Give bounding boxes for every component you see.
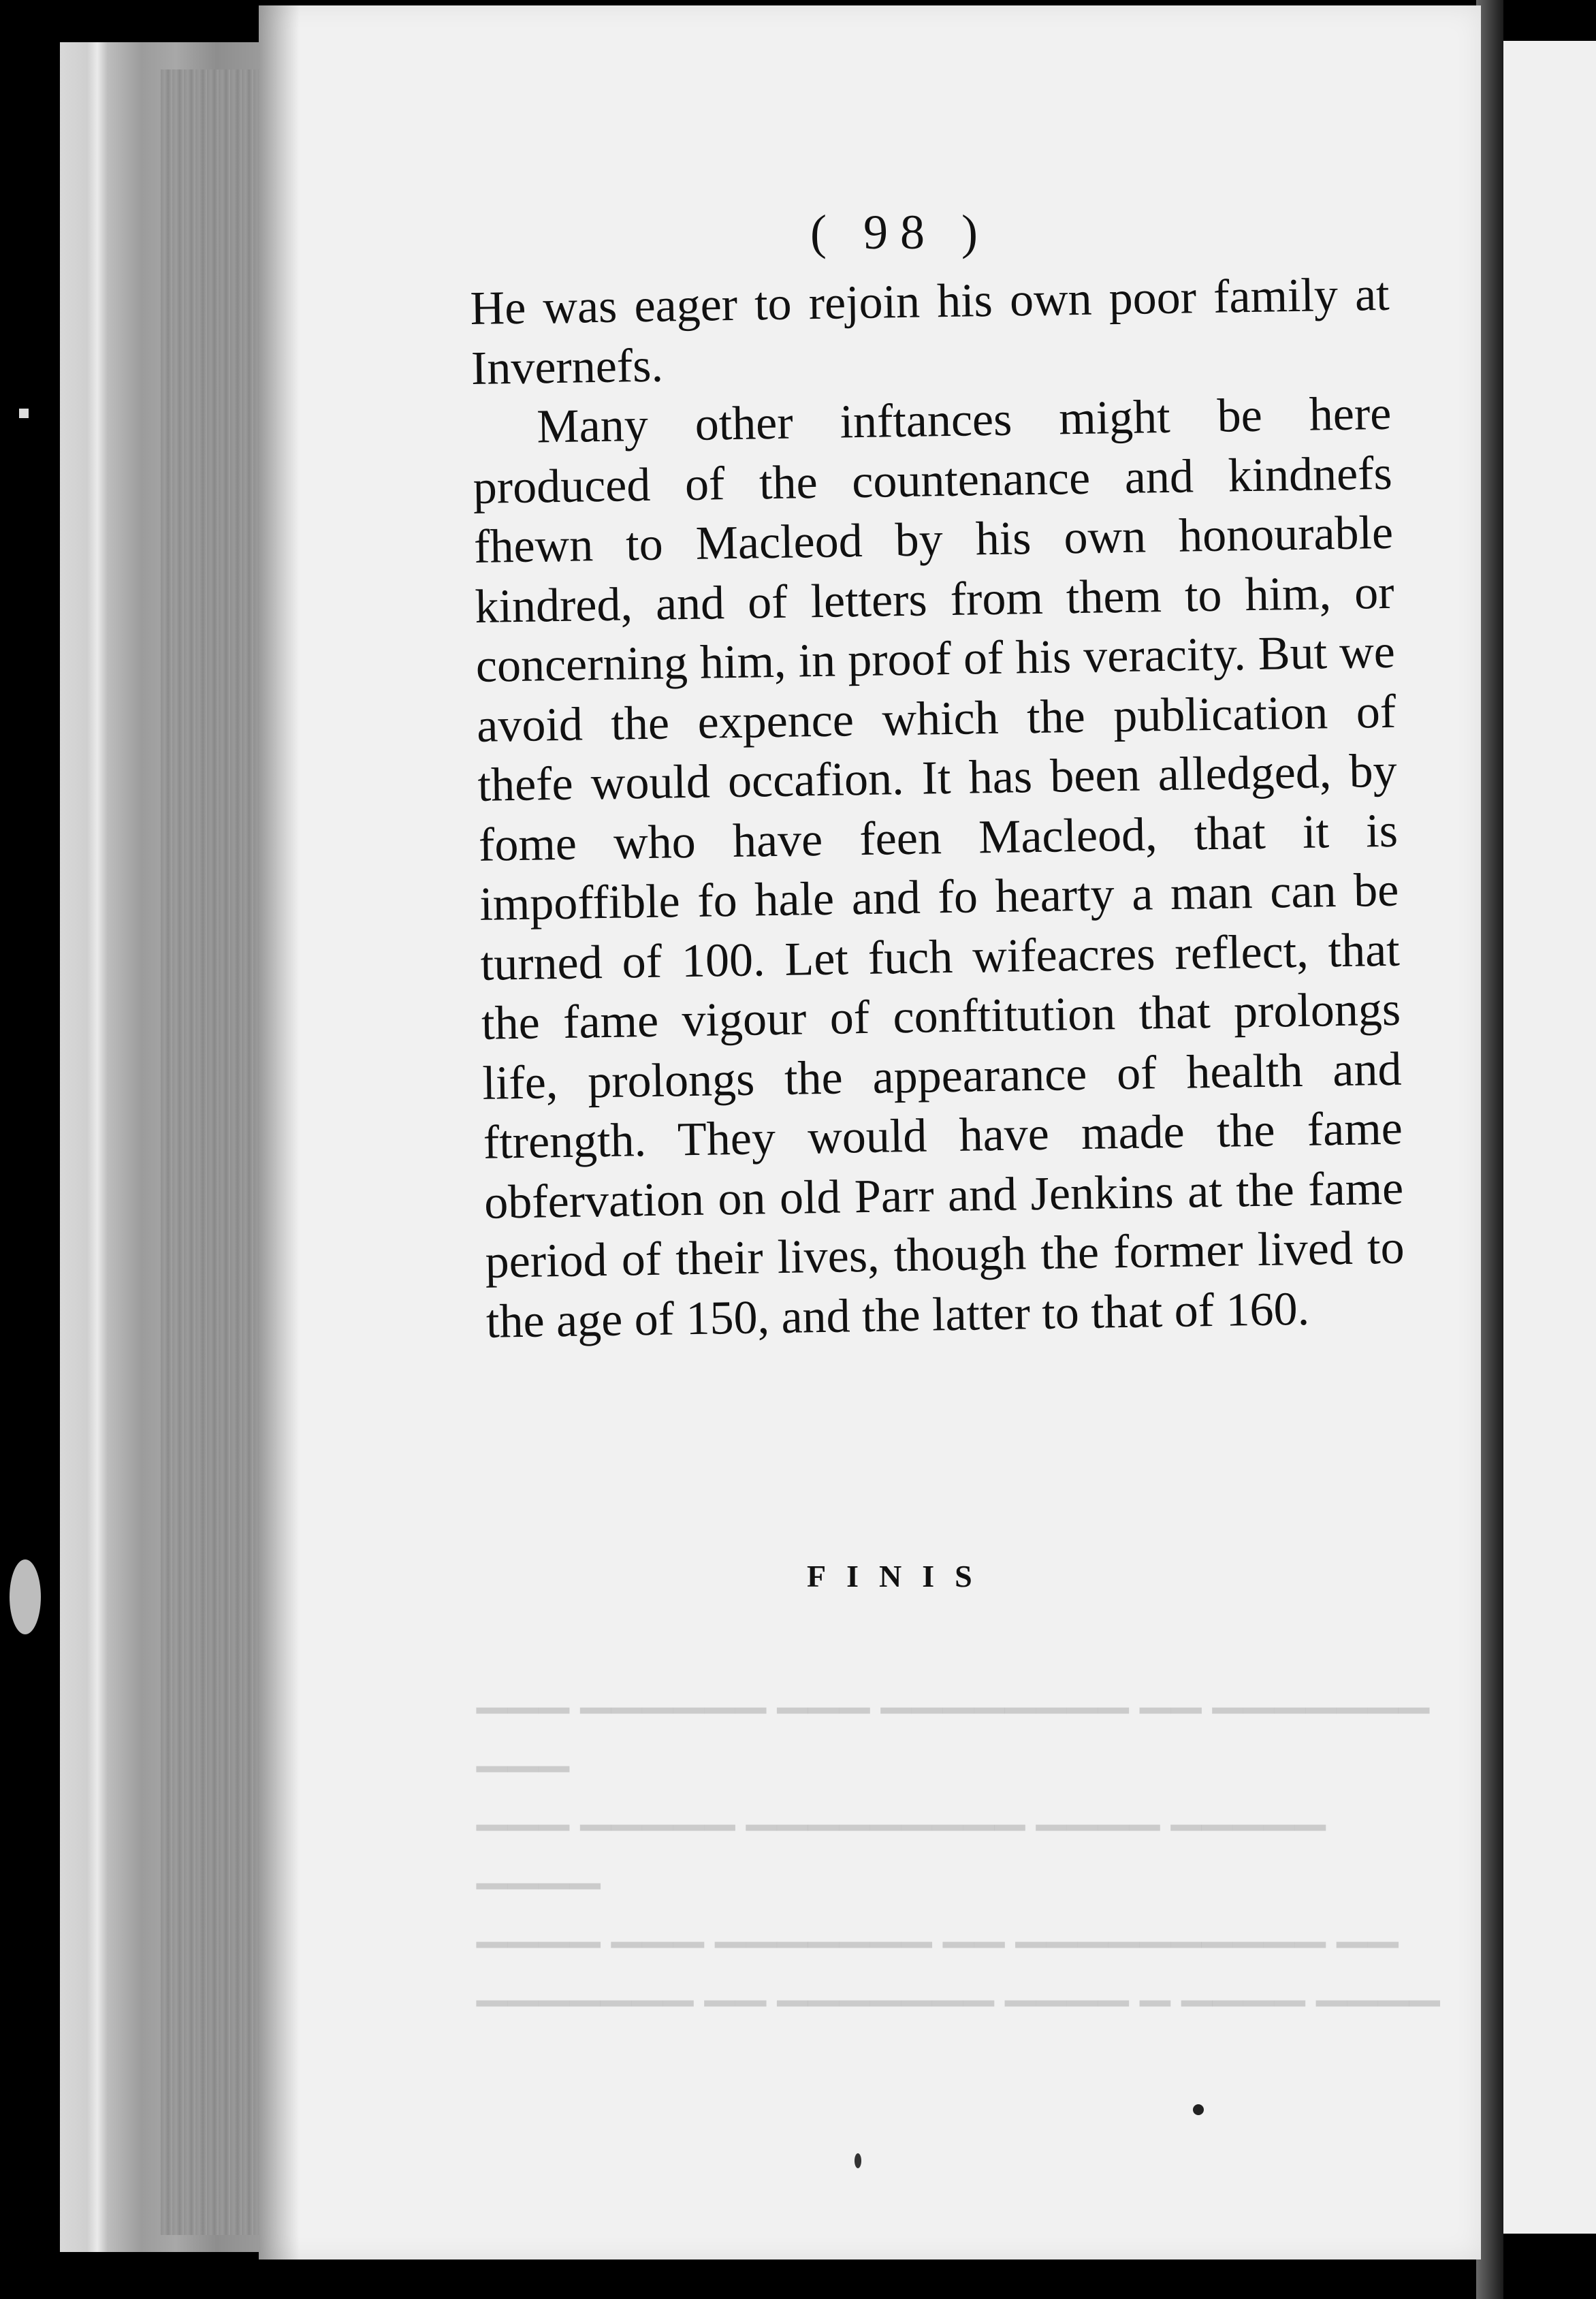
show-through-text: ▁▁▁ ▁▁▁▁▁▁ ▁▁▁ ▁▁▁▁▁▁▁▁ ▁▁ ▁▁▁▁▁▁▁ ▁▁▁ ▁▁▁ ▁▁▁▁▁ ▁▁▁▁▁▁▁▁▁ ▁▁▁▁ ▁▁▁▁▁ ▁▁▁▁ ▁▁▁▁ ▁▁▁ ▁▁▁▁▁▁▁ ▁▁ ▁▁▁▁▁▁▁▁▁▁ ▁▁ ▁▁▁▁▁▁▁ ▁▁ ▁▁▁▁▁▁▁ ▁▁▁▁ ▁ ▁▁▁▁ ▁▁▁▁ [477,1668,1441,2005]
body-text [470,265,1406,1352]
ink-speck [10,1559,41,1634]
gutter-shadow [259,5,300,2260]
ink-speck [855,2153,861,2168]
paragraph-2: Many other inftances might be here produced of the countenance and kindnefs fhewn to Macleod by his own honourable kindred, and of letters from them to him, or concerning him, in proof of his veracity. But we avoid the expence which the publication of thefe would occafion. It has been alledged, by fome who have feen Macleod, that it is impoffible fo hale and fo hearty a man can be turned of 100. Let fuch wifeacres reflect, that the fame vigour of conftitution that prolongs life, prolongs the appearance of health and ftrength. They would have made the fame obfervation on old Parr and Jenkins at the fame period of their lives, though the former lived to the age of 150, and the latter to that of 160. [473,387,1405,1348]
finis-heading: FINIS [807,1559,993,1594]
scan-registration-mark [19,409,29,418]
ink-speck [1193,2104,1204,2115]
facing-page-edge [1503,41,1596,2234]
paragraph-1: He was eager to rejoin his own poor family at Invernefs. [470,268,1390,395]
page-number: ( 98 ) [810,205,990,259]
